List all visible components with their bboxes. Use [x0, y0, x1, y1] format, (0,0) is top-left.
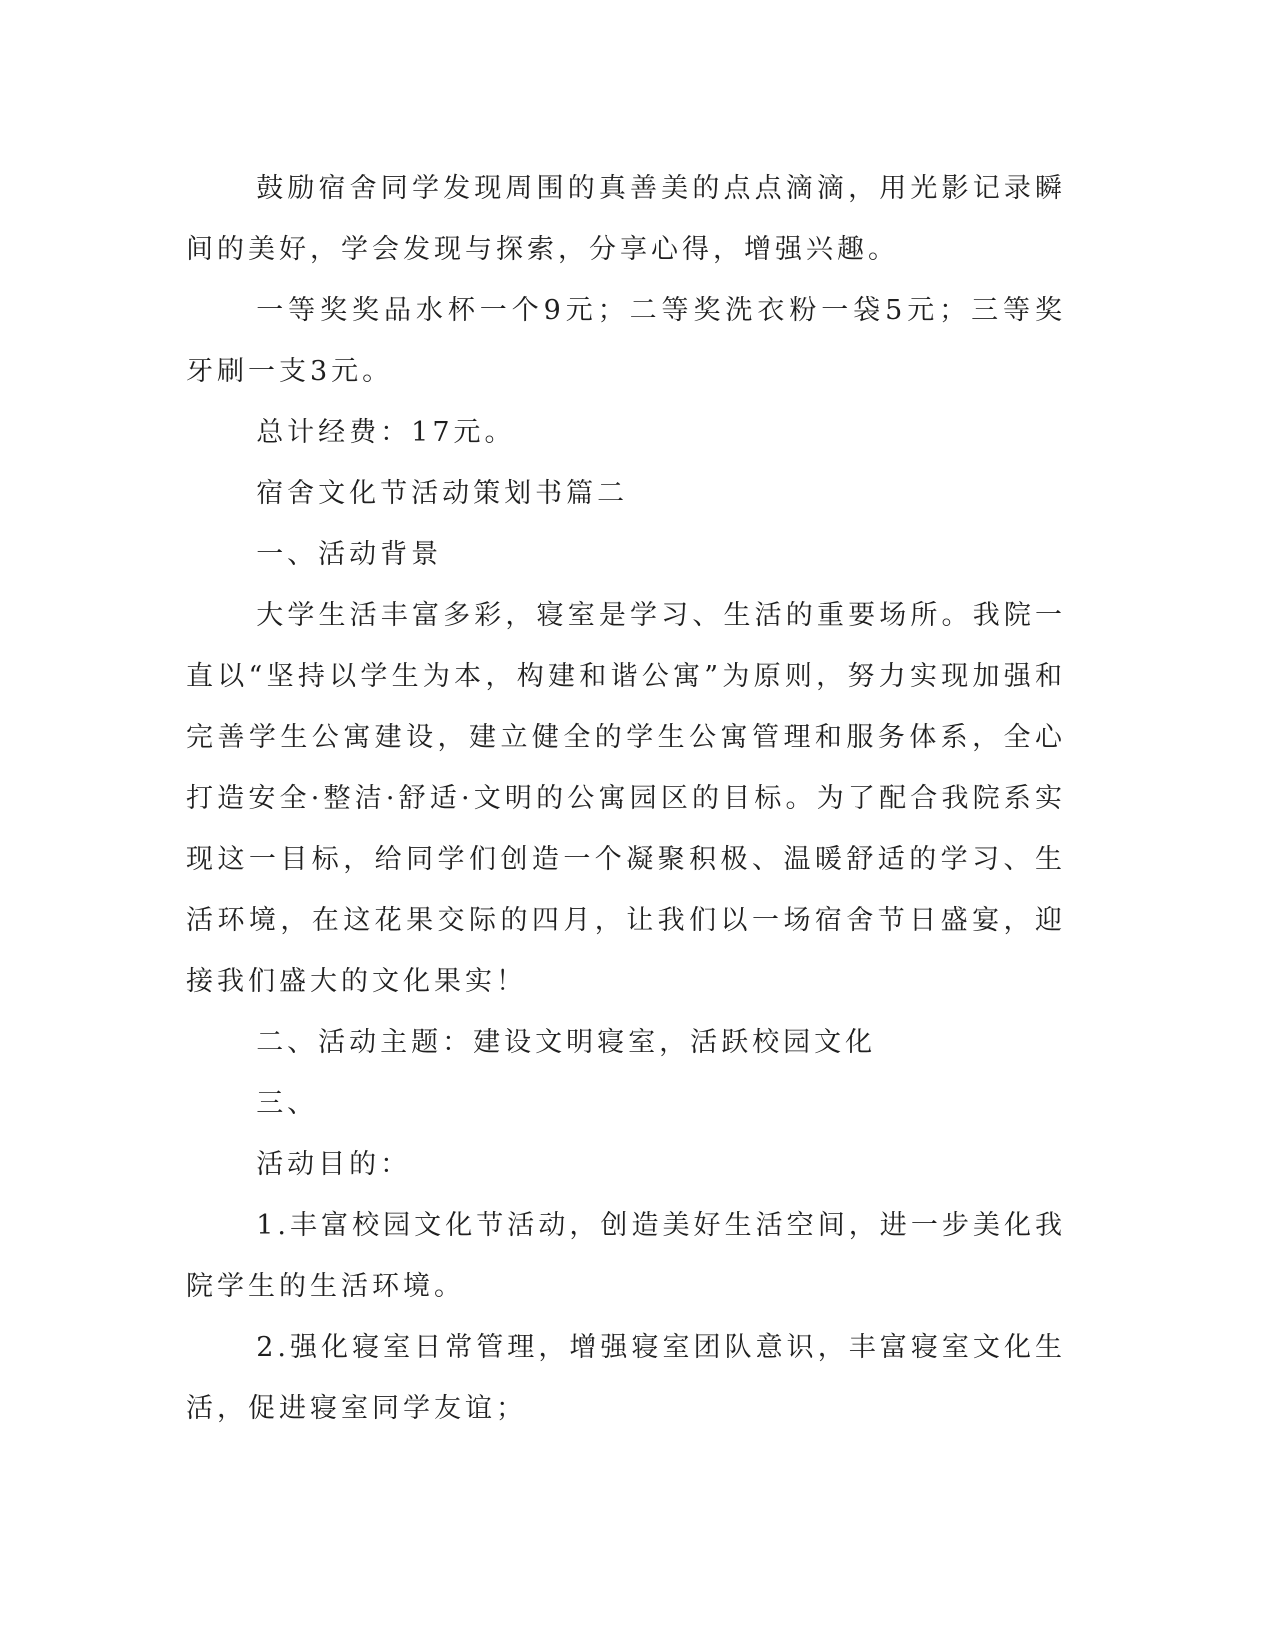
document-body [186, 158, 1066, 1439]
purpose-item-2: 2.强化寝室日常管理，增强寝室团队意识，丰富寝室文化生活，促进寝室同学友谊； [186, 1332, 1066, 1424]
heading-three: 三、 [256, 1088, 319, 1119]
section-title-part-two: 宿舍文化节活动策划书篇二 [256, 478, 629, 509]
paragraph-prizes: 一等奖奖品水杯一个9元；二等奖洗衣粉一袋5元；三等奖牙刷一支3元。 [186, 295, 1066, 387]
heading-background: 一、活动背景 [256, 539, 443, 570]
paragraph-background: 大学生活丰富多彩，寝室是学习、生活的重要场所。我院一直以“坚持以学生为本，构建和谐公寓”为原则，努力实现加强和完善学生公寓建设，建立健全的学生公寓管理和服务体系，全心打造安全·整洁·舒适·文明的公寓园区的目标。为了配合我院系实现这一目标，给同学们创造一个凝聚积极、温暖舒适的学习、生活环境，在这花果交际的四月，让我们以一场宿舍节日盛宴，迎接我们盛大的文化果实！ [186, 600, 1066, 997]
purpose-item-1: 1.丰富校园文化节活动，创造美好生活空间，进一步美化我院学生的生活环境。 [186, 1210, 1066, 1302]
paragraph-total-budget: 总计经费：17元。 [256, 417, 516, 448]
paragraph-encourage: 鼓励宿舍同学发现周围的真善美的点点滴滴，用光影记录瞬间的美好，学会发现与探索，分享心得，增强兴趣。 [186, 173, 1066, 265]
heading-theme: 二、活动主题：建设文明寝室，活跃校园文化 [256, 1027, 877, 1058]
heading-purpose: 活动目的： [256, 1149, 412, 1180]
